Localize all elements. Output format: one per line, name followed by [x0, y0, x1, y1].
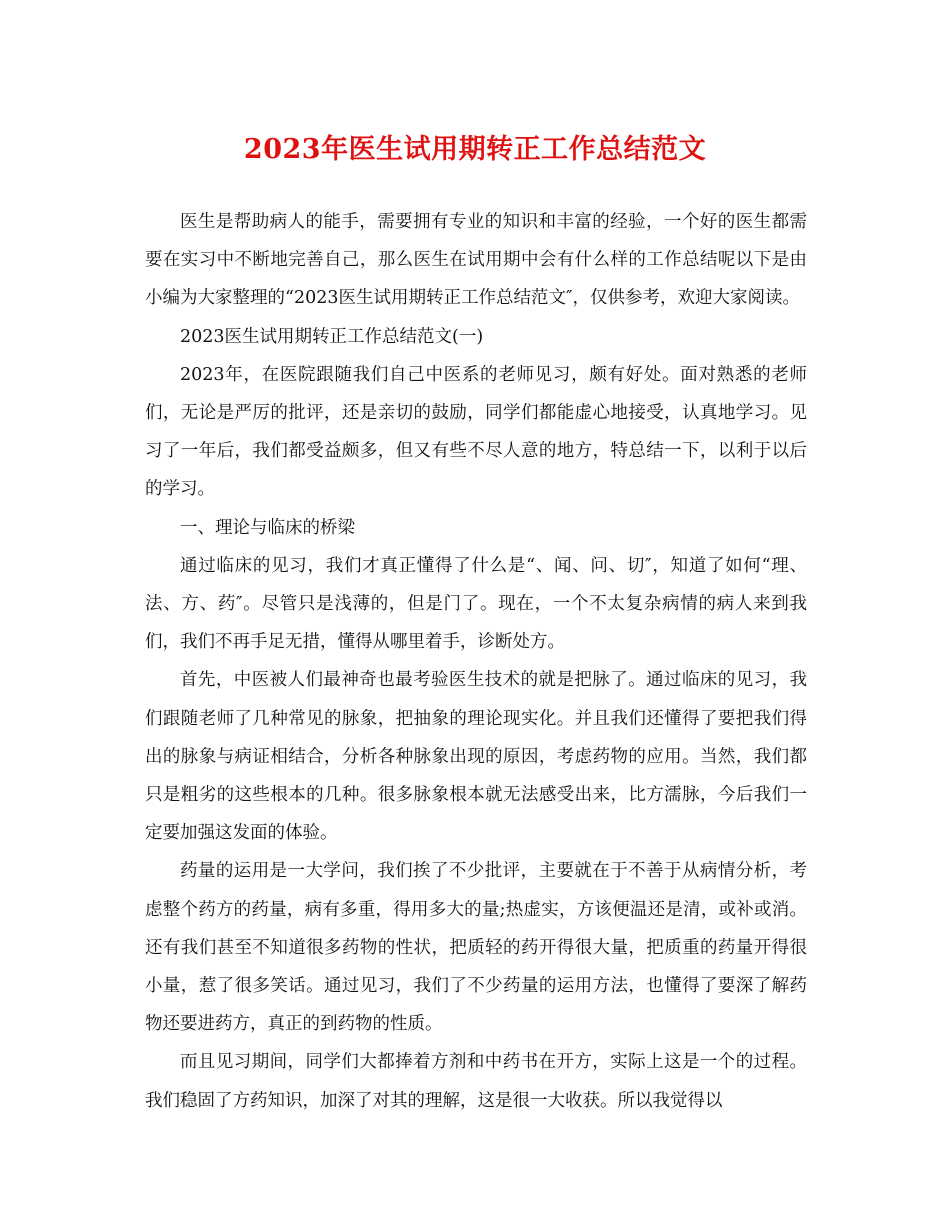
body-paragraph: 药量的运用是一大学问，我们挨了不少批评，主要就在于不善于从病情分析，考虑整个药方的药量，病有多重，得用多大的量;热虚实，方该便温还是清，或补或消。还有我们甚至不知道很多药物的性状，把质轻的药开得很大量，把质重的药量开得很小量，惹了很多笑话。通过见习，我们了不少药量的运用方法，也懂得了要深了解药物还要进药方，真正的到药物的性质。: [145, 861, 807, 1035]
section-heading-part-one: 2023医生试用期转正工作总结范文(一): [180, 326, 484, 347]
intro-paragraph: 医生是帮助病人的能手，需要拥有专业的知识和丰富的经验，一个好的医生都需要在实习中不断地完善自己，那么医生在试用期中会有什么样的工作总结呢以下是由小编为大家整理的“2023医生试用期转正工作总结范文″，仅供参考，欢迎大家阅读。: [145, 212, 807, 309]
body-paragraph: 2023年，在医院跟随我们自己中医系的老师见习，颇有好处。面对熟悉的老师们，无论是严厉的批评，还是亲切的鼓励，同学们都能虚心地接受，认真地学习。见习了一年后，我们都受益颇多，但又有些不尽人意的地方，特总结一下，以利于以后的学习。: [145, 364, 807, 500]
body-paragraph: 而且见习期间，同学们大都捧着方剂和中药书在开方，实际上这是一个的过程。我们稳固了方药知识，加深了对其的理解，这是很一大收获。所以我觉得以: [145, 1052, 807, 1111]
body-paragraph: 首先，中医被人们最神奇也最考验医生技术的就是把脉了。通过临床的见习，我们跟随老师了几种常见的脉象，把抽象的理论现实化。并且我们还懂得了要把我们得出的脉象与病证相结合，分析各种脉象出现的原因，考虑药物的应用。当然，我们都只是粗劣的这些根本的几种。很多脉象根本就无法感受出来，比方濡脉，今后我们一定要加强这发面的体验。: [145, 670, 807, 844]
section-heading-theory-clinic: 一、理论与临床的桥梁: [180, 517, 355, 538]
document-body: [145, 203, 807, 1120]
document-title: 2023年医生试用期转正工作总结范文: [243, 134, 707, 165]
body-paragraph: 通过临床的见习，我们才真正懂得了什么是“、闻、问、切″，知道了如何“理、法、方、药″。尽管只是浅薄的，但是门了。现在，一个不太复杂病情的病人来到我们，我们不再手足无措，懂得从哪里着手，诊断处方。: [145, 555, 807, 653]
